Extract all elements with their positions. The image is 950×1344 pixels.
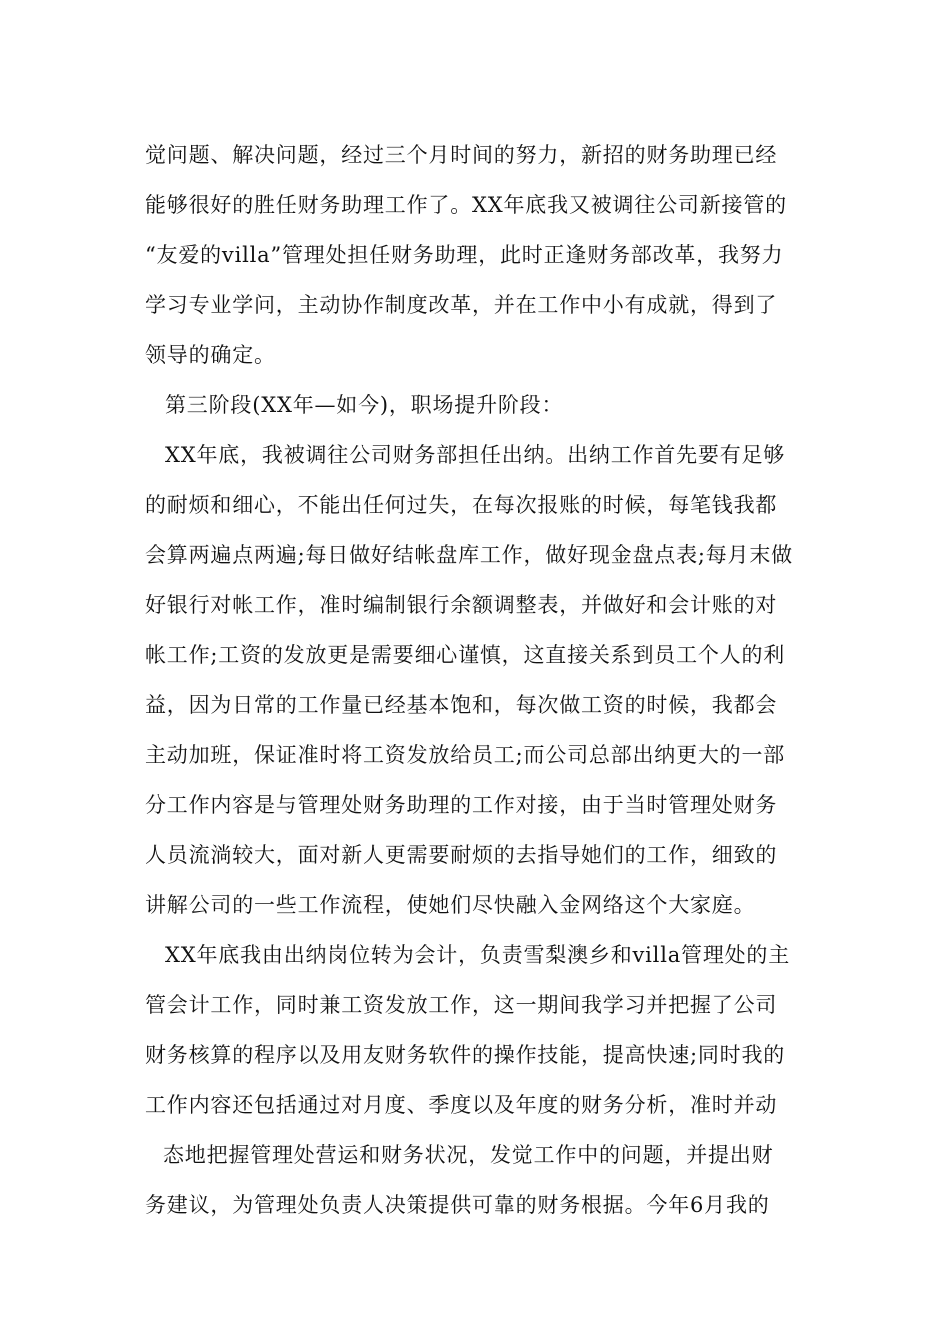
paragraph-line: 讲解公司的一些工作流程，使她们尽快融入金网络这个大家庭。	[145, 893, 756, 917]
paragraph-line: 会算两遍点两遍;每日做好结帐盘库工作，做好现金盘点表;每月末做	[145, 543, 793, 567]
paragraph-line: 主动加班，保证准时将工资发放给员工;而公司总部出纳更大的一部	[145, 743, 786, 767]
paragraph-line: 帐工作;工资的发放更是需要细心谨慎，这直接关系到员工个人的利	[145, 643, 786, 667]
paragraph-line: 人员流淌较大，面对新人更需要耐烦的去指导她们的工作，细致的	[145, 843, 778, 867]
paragraph-line: 态地把握管理处营运和财务状况，发觉工作中的问题，并提出财	[163, 1143, 774, 1167]
paragraph-line: 领导的确定。	[145, 343, 276, 367]
paragraph-line: “友爱的villa”管理处担任财务助理，此时正逢财务部改革，我努力	[145, 243, 784, 267]
paragraph-line: 财务核算的程序以及用友财务软件的操作技能，提高快速;同时我的	[145, 1043, 786, 1067]
section-heading: 第三阶段(XX年—如今)，职场提升阶段：	[165, 393, 564, 417]
paragraph-line: 管会计工作，同时兼工资发放工作，这一期间我学习并把握了公司	[145, 993, 778, 1017]
paragraph-line: XX年底我由出纳岗位转为会计，负责雪梨澳乡和villa管理处的主	[165, 943, 791, 967]
paragraph-line: 能够很好的胜任财务助理工作了。XX年底我又被调往公司新接管的	[145, 193, 787, 217]
paragraph-line: 好银行对帐工作，准时编制银行余额调整表，并做好和会计账的对	[145, 593, 778, 617]
paragraph-line: 学习专业学问，主动协作制度改革，并在工作中小有成就，得到了	[145, 293, 778, 317]
paragraph-line: 益，因为日常的工作量已经基本饱和，每次做工资的时候，我都会	[145, 693, 778, 717]
paragraph-line: 务建议，为管理处负责人决策提供可靠的财务根据。今年6月我的	[145, 1193, 770, 1217]
paragraph-line: 的耐烦和细心，不能出任何过失，在每次报账的时候，每笔钱我都	[145, 493, 778, 517]
paragraph-line: 工作内容还包括通过对月度、季度以及年度的财务分析，准时并动	[145, 1093, 778, 1117]
paragraph-line: 分工作内容是与管理处财务助理的工作对接，由于当时管理处财务	[145, 793, 778, 817]
paragraph-line: XX年底，我被调往公司财务部担任出纳。出纳工作首先要有足够	[165, 443, 786, 467]
paragraph-line: 觉问题、解决问题，经过三个月时间的努力，新招的财务助理已经	[145, 143, 778, 167]
